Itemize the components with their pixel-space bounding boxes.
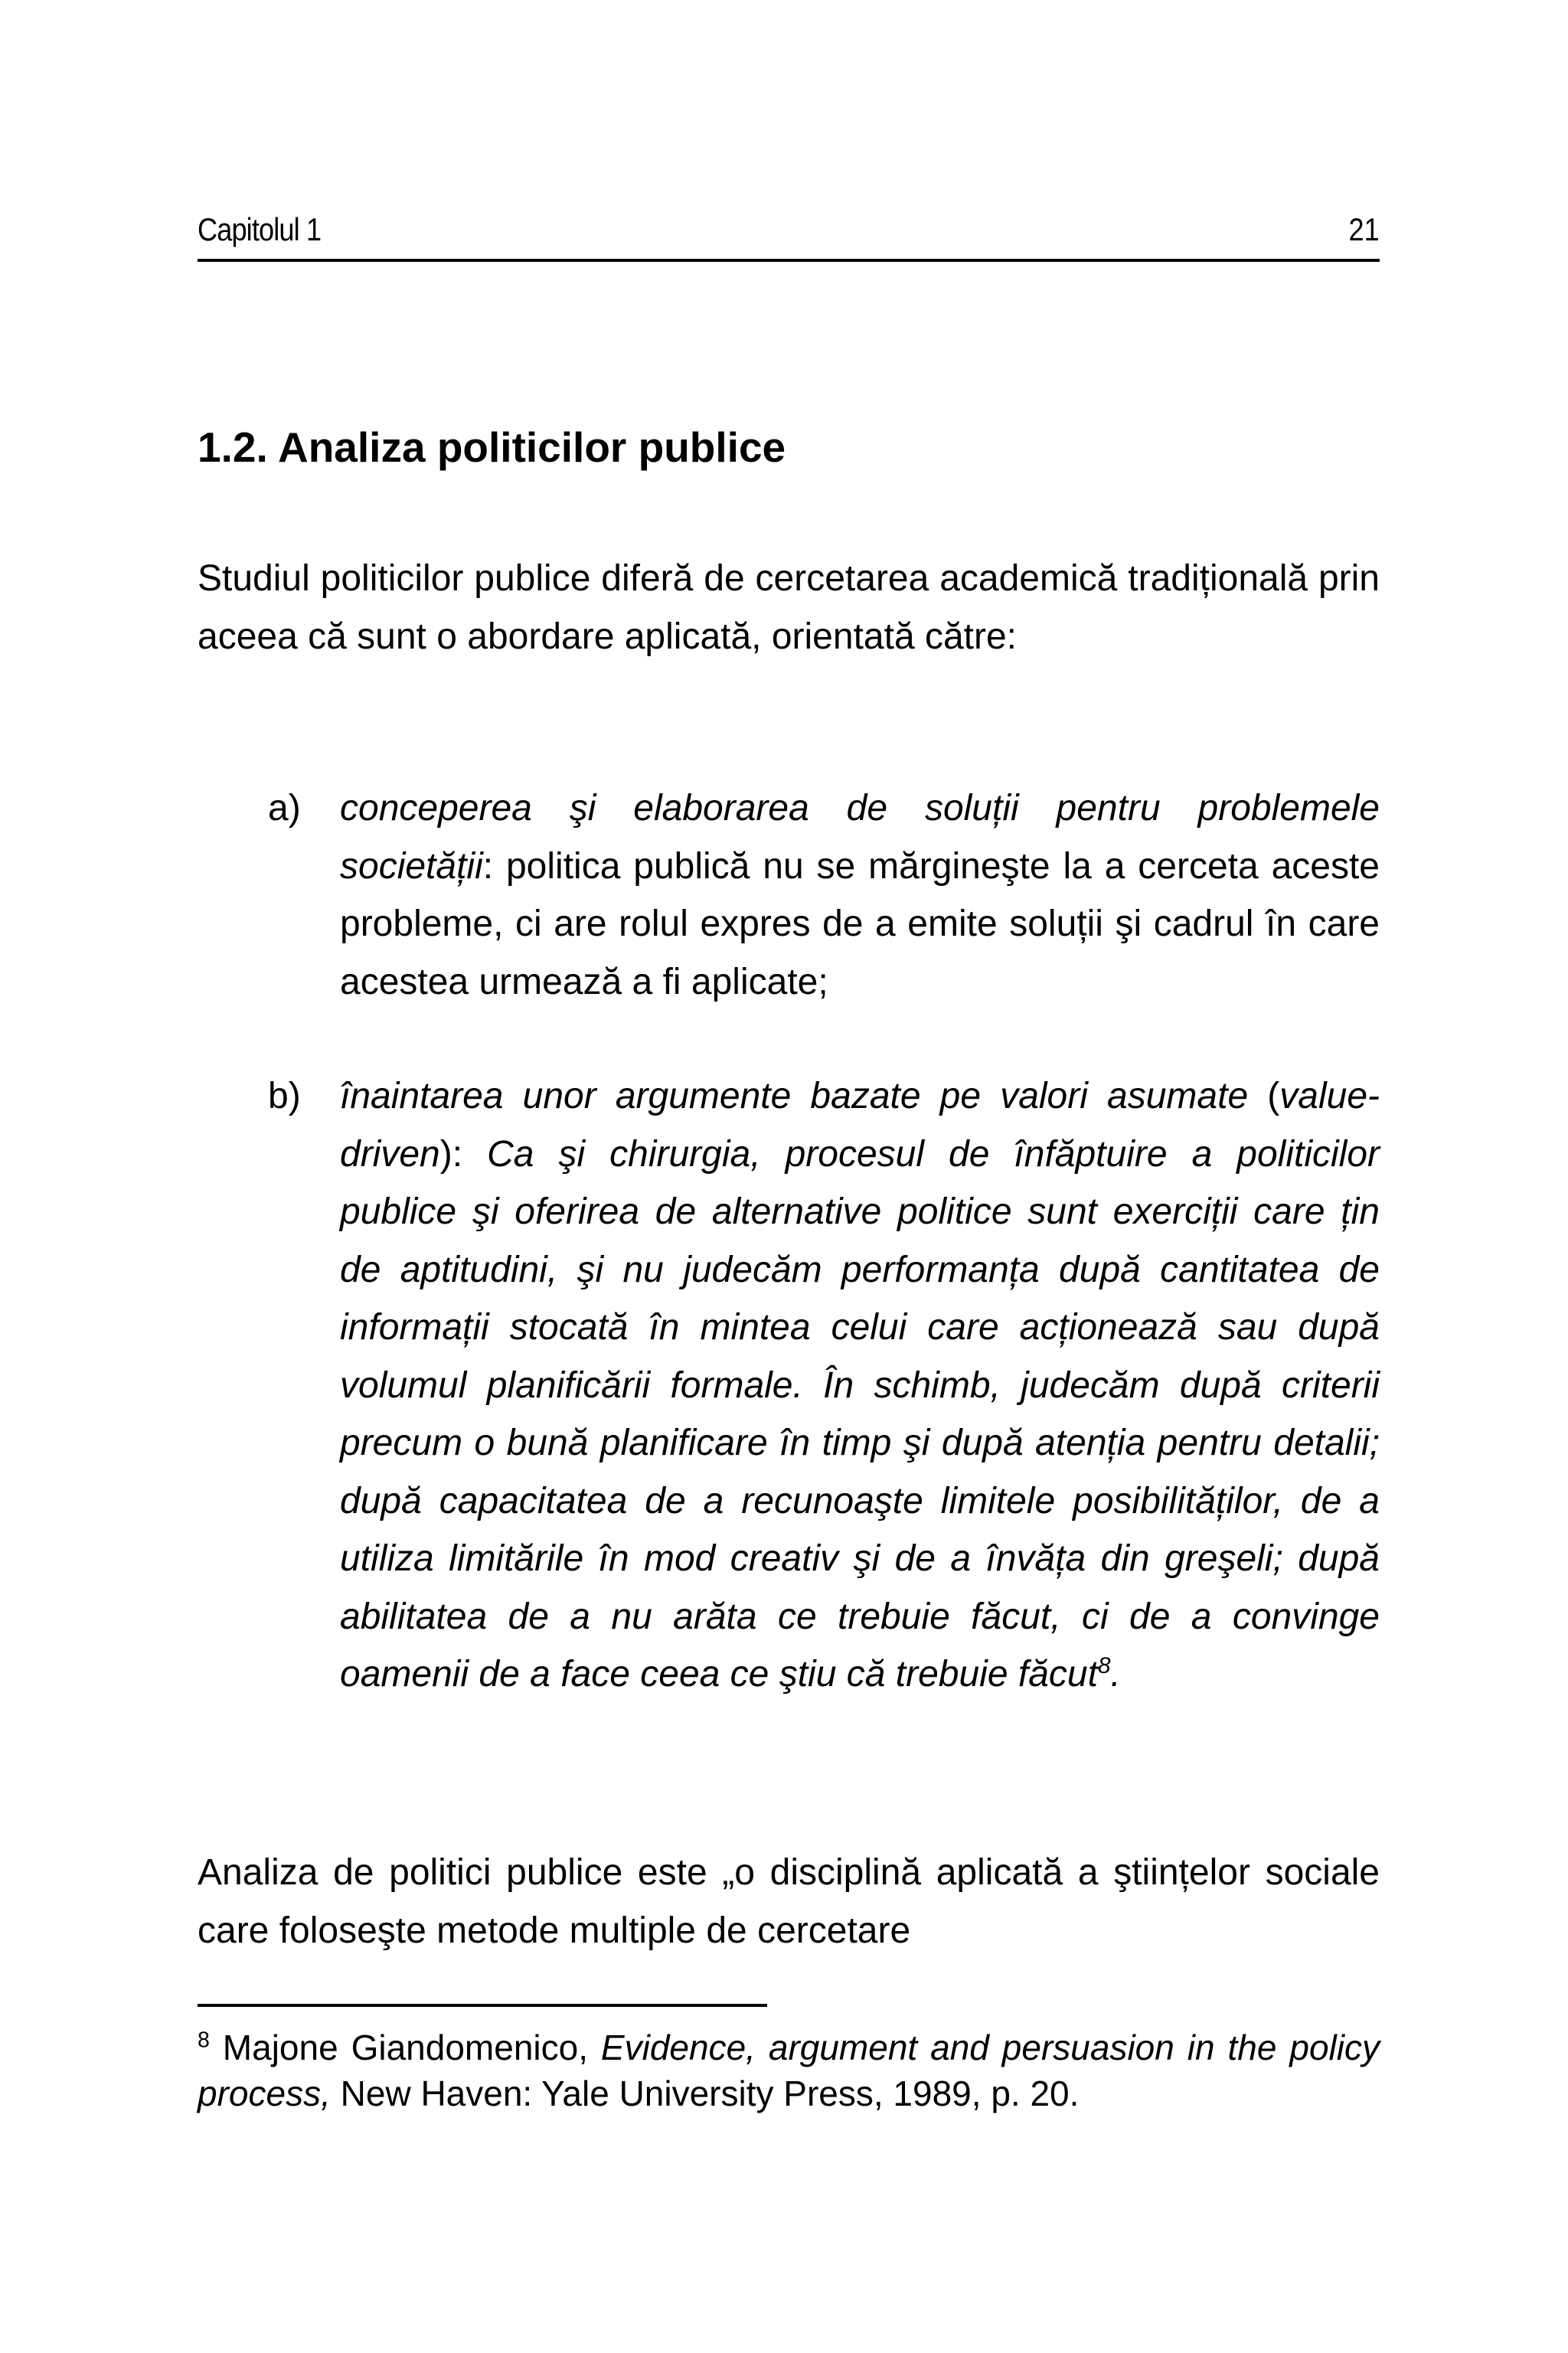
page-number: 21 (1348, 211, 1380, 247)
list-item-a (268, 779, 1380, 1011)
section-title: 1.2. Analiza politicilor publice (198, 423, 786, 471)
italic-lead: conceperea şi elaborarea de soluții pentru problemele societății (340, 788, 1380, 887)
paren-open: ( (1248, 1076, 1280, 1116)
footnote-publication: New Haven: Yale University Press, 1989, p. 20. (330, 2074, 1080, 2113)
list-item-body (340, 1067, 1380, 1704)
chapter-label: Capitolul 1 (198, 211, 322, 247)
footnote (198, 2025, 1380, 2116)
footnote-author: Majone Giandomenico, (209, 2028, 601, 2067)
list-item-b (268, 1067, 1380, 1704)
paren-term: value-driven (340, 1076, 1380, 1175)
list-marker: a) (268, 788, 301, 828)
paragraph-intro: Studiul politicilor publice diferă de cercetarea academică tradițională prin aceea că sunt o abordare aplicată, orientată către: (198, 558, 1380, 657)
italic-lead: înaintarea unor argumente bazate pe valori asumate (340, 1076, 1249, 1116)
paragraph-analysis: Analiza de politici publice este „o disciplină aplicată a ştiințelor sociale care foloseşte metode multiple de cercetare (198, 1852, 1380, 1951)
footnote-number: 8 (198, 2028, 210, 2053)
list-item-body (340, 779, 1380, 1011)
list-marker: b) (268, 1076, 301, 1116)
footnote-reference[interactable]: 8 (1097, 1653, 1111, 1678)
list-item-text: : politica publică nu se mărgineşte la a cerceta aceste probleme, ci are rolul expres de a emite soluții şi cadrul în care acestea urmează a fi aplicate; (340, 845, 1380, 1002)
quotation: Ca şi chirurgia, procesul de înfăptuire a politicilor publice şi oferirea de alternative politice sunt exerciții care țin de aptitudini, şi nu judecăm performanța după cantitatea de informații stocată în mintea celui care acționează sau după volumul planificării formale. În schimb, judecăm după criterii precum o bună planificare în timp şi după atenția pentru detalii; după capacitatea de a recunoaşte limitele posibilităților, de a utiliza limitările în mod creativ şi de a învăța din greşeli; după abilitatea de a nu arăta ce trebuie făcut, ci de a convinge oamenii de a face ceea ce ştiu că trebuie făcut (340, 1133, 1380, 1694)
footnote-title: Evidence, argument and persuasion in the policy process, (198, 2028, 1380, 2113)
quotation-end: . (1110, 1654, 1121, 1694)
footnote-divider (198, 2004, 767, 2007)
paren-close: ): (439, 1133, 488, 1175)
running-header (198, 211, 1380, 262)
